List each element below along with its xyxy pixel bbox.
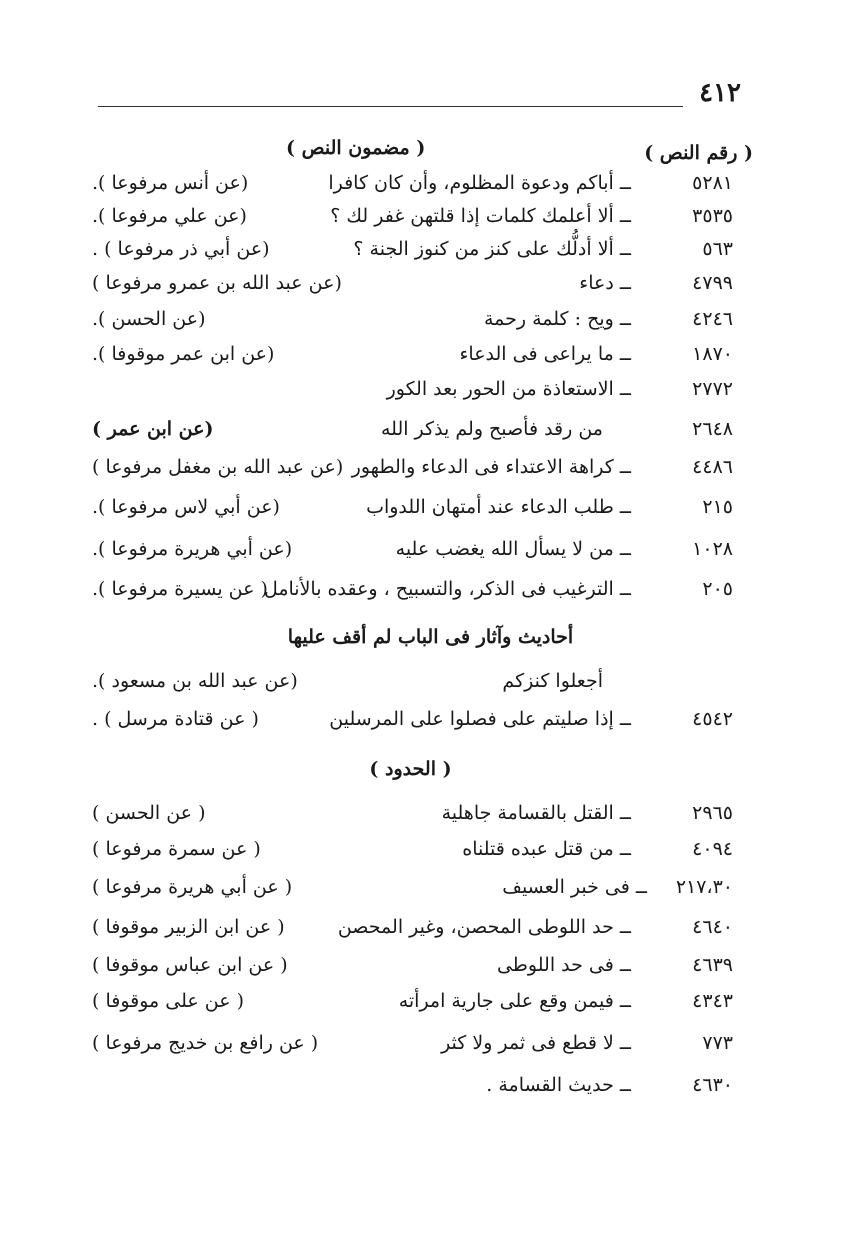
entry-number: ٥٦٣: [702, 238, 733, 260]
entry-row: [0, 234, 861, 264]
entry-row: [0, 452, 861, 482]
entry-source: ( عن الحسن ): [92, 802, 206, 824]
entry-row: [0, 374, 861, 404]
entry-row: [0, 1070, 861, 1100]
entry-row: [0, 201, 861, 231]
section-heading: ( الحدود ): [369, 758, 452, 780]
entry-title: ــ لا قطع فى ثمر ولا كثر: [441, 1032, 631, 1054]
entry-source: (عن علي مرفوعا ).: [92, 205, 247, 227]
entry-source: ( عن على موقوفا ): [92, 990, 245, 1012]
entry-number: ٤٦٣٩: [692, 954, 733, 976]
column-header-number: ( رقم النص ): [644, 142, 753, 164]
entry-title: أجعلوا كنزكم: [502, 670, 603, 692]
entry-title: ــ ويح : كلمة رحمة: [483, 308, 631, 330]
entry-source: ( عن قتادة مرسل ) .: [92, 708, 259, 730]
entry-title: ــ ألا أعلمك كلمات إذا قلتهن غفر لك ؟: [330, 205, 631, 227]
entry-number: ٤٣٤٣: [692, 990, 733, 1012]
entry-row: [0, 950, 861, 980]
entry-source: (عن أبي هريرة مرفوعا ).: [92, 538, 293, 560]
entry-number: ٤٠٩٤: [692, 838, 733, 860]
entry-title: ــ فيمن وقع على جارية امرأته: [398, 990, 631, 1012]
entry-number: ٢١٧،٣٠: [675, 876, 733, 898]
entry-number: ٢٦٤٨: [692, 418, 733, 440]
entry-source: (عن عبد الله بن عمرو مرفوعا ): [92, 272, 342, 294]
entry-row: [0, 414, 861, 444]
entry-number: ٤٥٤٢: [692, 708, 733, 730]
entry-number: ٢٠٥: [702, 578, 733, 600]
section-heading: أحاديث وآثار فى الباب لم أقف عليها: [287, 626, 574, 648]
entry-row: [0, 574, 861, 604]
entry-number: ٤٧٩٩: [692, 272, 733, 294]
entry-source: (عن أبي لاس مرفوعا ).: [92, 496, 280, 518]
entry-source: ( عن يسيرة مرفوعا ).: [92, 578, 268, 600]
entry-row: [0, 492, 861, 522]
entry-number: ١٨٧٠: [692, 343, 733, 365]
entry-row: [0, 268, 861, 298]
entry-title: ــ من لا يسأل الله يغضب عليه: [395, 538, 631, 560]
page-number: ٤١٢: [699, 78, 741, 108]
entry-row: [0, 872, 861, 902]
entry-row: [0, 834, 861, 864]
column-header-content: ( مضمون النص ): [286, 137, 426, 159]
entry-row: [0, 798, 861, 828]
entry-source: (عن ابن عمر موقوفا ).: [92, 343, 275, 365]
entry-title: ــ دعاء: [579, 272, 631, 294]
entry-title: ــ طلب الدعاء عند أمتهان اللدواب: [366, 496, 631, 518]
entry-number: ٥٢٨١: [692, 172, 733, 194]
entry-number: ٧٧٣: [702, 1032, 733, 1054]
entry-title: ــ حديث القسامة .: [486, 1074, 631, 1096]
entry-title: ــ الاستعاذة من الحور بعد الكور: [386, 378, 631, 400]
entry-number: ٤٤٨٦: [692, 456, 733, 478]
entry-source: ( عن ابن عباس موقوفا ): [92, 954, 288, 976]
entry-source: ( عن رافع بن خديج مرفوعا ): [92, 1032, 319, 1054]
entry-title: ــ القتل بالقسامة جاهلية: [441, 802, 631, 824]
entry-row: [0, 534, 861, 564]
entry-source: (عن أنس مرفوعا ).: [92, 172, 249, 194]
entry-source: (عن ابن عمر ): [92, 418, 214, 440]
entry-source: (عن عبد الله بن مغفل مرفوعا ): [92, 456, 344, 478]
entry-title: ــ من قتل عبده قتلناه: [462, 838, 631, 860]
entry-number: ٤٦٣٠: [692, 1074, 733, 1096]
entry-row: [0, 1028, 861, 1058]
entry-title: ــ حد اللوطى المحصن، وغير المحصن: [337, 916, 631, 938]
entry-source: ( عن أبي هريرة مرفوعا ): [92, 876, 293, 898]
entry-title: ــ فى حد اللوطى: [496, 954, 631, 976]
entry-title: ــ أباكم ودعوة المظلوم، وأن كان كافرا: [328, 172, 631, 194]
entry-title: من رقد فأصبح ولم يذكر الله: [380, 418, 603, 440]
entry-source: ( عن ابن الزبير موقوفا ): [92, 916, 285, 938]
entry-title: ــ ما يراعى فى الدعاء: [459, 343, 631, 365]
entry-number: ٢٧٧٢: [692, 378, 733, 400]
entry-source: (عن عبد الله بن مسعود ).: [92, 670, 298, 692]
entry-title: ــ ألا أدلُّك على كنز من كنوز الجنة ؟: [353, 238, 631, 260]
entry-number: ٢٩٦٥: [692, 802, 733, 824]
entry-row: [0, 704, 861, 734]
entry-title: ــ فى خبر العسيف: [502, 876, 647, 898]
entry-row: [0, 912, 861, 942]
entry-source: ( عن سمرة مرفوعا ): [92, 838, 261, 860]
entry-number: ٢١٥: [702, 496, 733, 518]
entry-number: ٤٦٤٠: [692, 916, 733, 938]
entry-title: ــ كراهة الاعتداء فى الدعاء والطهور: [351, 456, 631, 478]
entry-title: ــ إذا صليتم على فصلوا على المرسلين: [329, 708, 631, 730]
entry-source: (عن الحسن ).: [92, 308, 206, 330]
entry-row: [0, 168, 861, 198]
entry-title: ــ الترغيب فى الذكر، والتسبيح ، وعقده بالأنامل: [263, 578, 631, 600]
entry-row: [0, 666, 861, 696]
entry-number: ٣٥٣٥: [692, 205, 733, 227]
entry-row: [0, 986, 861, 1016]
entry-source: (عن أبي ذر مرفوعا ) .: [92, 238, 270, 260]
entry-number: ٤٢٤٦: [692, 308, 733, 330]
header-rule: [98, 106, 683, 107]
entry-row: [0, 339, 861, 369]
entry-number: ١٠٢٨: [692, 538, 733, 560]
entry-row: [0, 304, 861, 334]
